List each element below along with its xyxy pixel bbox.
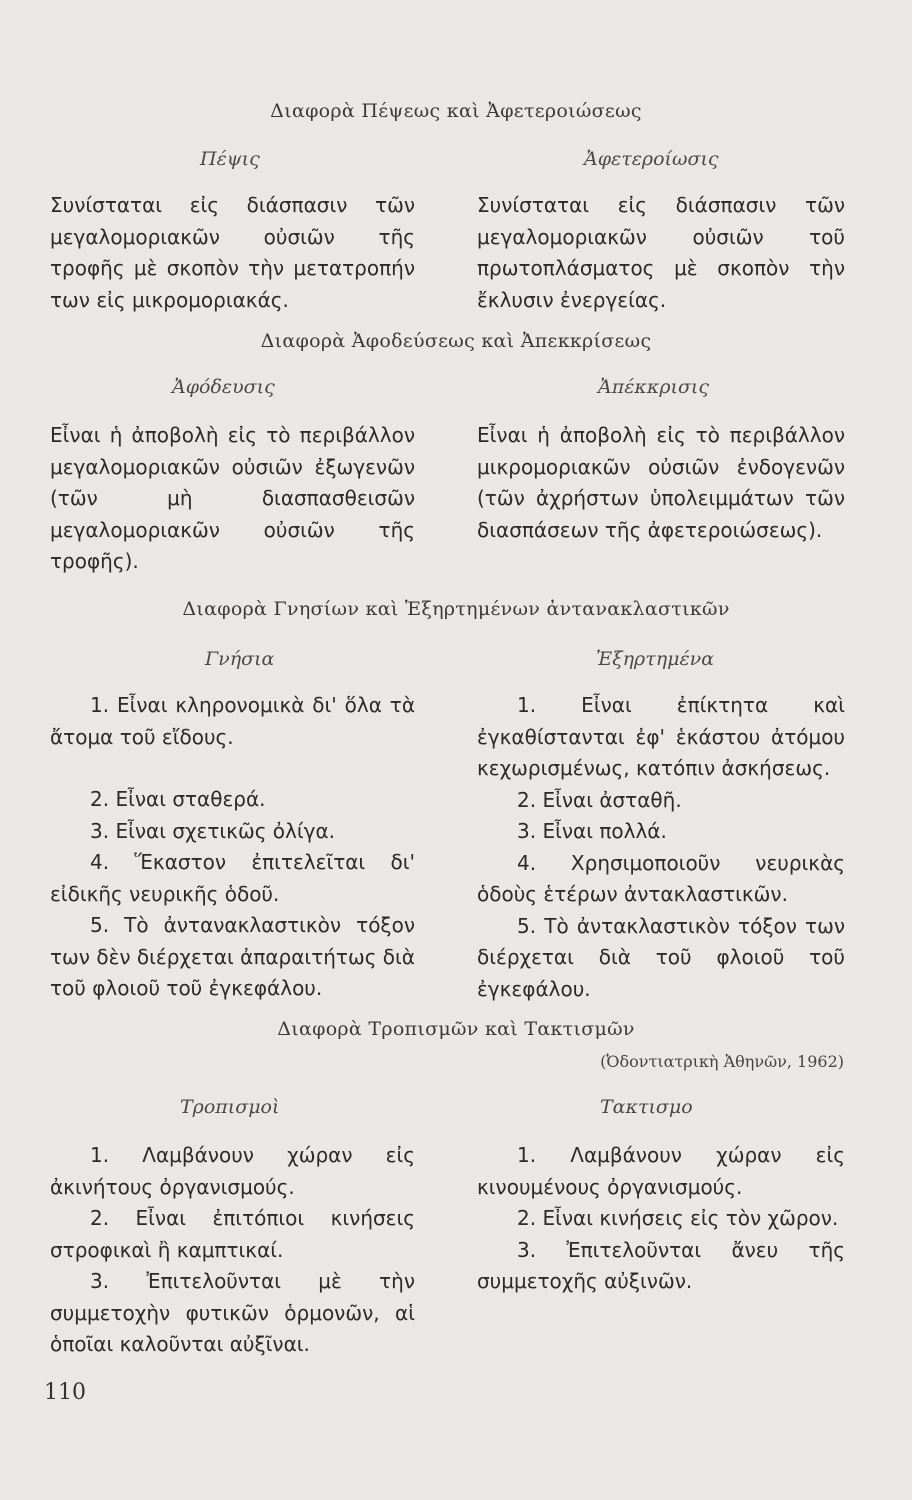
section1-right-title: Ἀφετεροίωσις <box>584 148 719 170</box>
list-item: 2. Εἶναι ἐπιτόπιοι κινήσεις στροφικαὶ ἢ καμπτικαί. <box>50 1206 415 1262</box>
section2-right-text: Εἶναι ἡ ἀποβολὴ εἰς τὸ περιβάλλον μικρομοριακῶν οὐσιῶν ἐνδογενῶν (τῶν ἀχρήστων ὑπολειμμάτων τῶν διασπάσεων τῆς ἀφετεροιώσεως). <box>477 423 845 542</box>
section1-left-title: Πέψις <box>200 148 260 170</box>
section3-heading: Διαφορὰ Γνησίων καὶ Ἐξηρτημένων ἀντανακλαστικῶν <box>182 598 730 620</box>
list-item: 1. Εἶναι κληρονομικὰ δι' ὅλα τὰ ἄτομα τοῦ εἴδους. <box>50 693 415 749</box>
section4-right-list <box>477 1140 845 1298</box>
list-item: 2. Εἶναι σταθερά. <box>90 787 266 811</box>
list-item: 3. Εἶναι πολλά. <box>517 819 667 843</box>
source-citation: (Ὀδοντιατρικὴ Ἀθηνῶν, 1962) <box>600 1052 844 1071</box>
list-item: 3. Ἐπιτελοῦνται μὲ τὴν συμμετοχὴν φυτικῶν ὁρμονῶν, αἱ ὁποῖαι καλοῦνται αὐξῖναι. <box>50 1269 415 1356</box>
list-item: 5. Τὸ ἀντακλαστικὸν τόξον των διέρχεται διὰ τοῦ φλοιοῦ τοῦ ἐγκεφάλου. <box>477 913 845 1001</box>
section3-right-title: Ἐξηρτημένα <box>596 648 715 670</box>
section3-right-list <box>477 690 845 1005</box>
section3-left-list <box>50 690 415 1005</box>
section4-right-title: Τακτισμο <box>600 1096 693 1118</box>
list-item: 1. Λαμβάνουν χώραν εἰς κινουμένους ὀργανισμούς. <box>477 1143 845 1199</box>
list-item: 2. Εἶναι ἀσταθῆ. <box>517 787 682 812</box>
section1-left-text: Συνίσταται εἰς διάσπασιν τῶν μεγαλομοριακῶν οὐσιῶν τῆς τροφῆς μὲ σκοπὸν τὴν μετατροπήν των εἰς μικρομοριακάς. <box>50 193 415 312</box>
list-item: 3. Ἐπιτελοῦνται ἄνευ τῆς συμμετοχῆς αὐξινῶν. <box>477 1237 845 1293</box>
list-item: 1. Λαμβάνουν χώραν εἰς ἀκινήτους ὀργανισμούς. <box>50 1143 415 1199</box>
page-number: 110 <box>44 1380 86 1405</box>
section2-left-title: Ἀφόδευσις <box>172 376 275 398</box>
section1-right-text: Συνίσταται εἰς διάσπασιν τῶν μεγαλομοριακῶν οὐσιῶν τοῦ πρωτοπλάσματος μὲ σκοπὸν τὴν ἔκλυσιν ἐνεργείας. <box>477 193 845 312</box>
section2-left-text: Εἶναι ἡ ἀποβολὴ εἰς τὸ περιβάλλον μεγαλομοριακῶν οὐσιῶν ἐξωγενῶν (τῶν μὴ διασπασθεισῶν μεγαλομοριακῶν οὐσιῶν τῆς τροφῆς). <box>50 423 415 573</box>
list-item: 4. Ἕκαστον ἐπιτελεῖται δι' εἰδικῆς νευρικῆς ὁδοῦ. <box>50 850 415 906</box>
section1-heading: Διαφορὰ Πέψεως καὶ Ἀφετεροιώσεως <box>270 100 642 122</box>
section4-left-list <box>50 1140 415 1361</box>
list-item: 3. Εἶναι σχετικῶς ὀλίγα. <box>90 818 336 843</box>
section4-left-title: Τροπισμοὶ <box>180 1096 280 1118</box>
section3-left-title: Γνήσια <box>205 648 275 670</box>
section2-heading: Διαφορὰ Ἀφοδεύσεως καὶ Ἀπεκκρίσεως <box>260 330 652 352</box>
section4-heading: Διαφορὰ Τροπισμῶν καὶ Τακτισμῶν <box>277 1018 635 1040</box>
list-item: 4. Χρησιμοποιοῦν νευρικὰς ὁδοὺς ἑτέρων ἀντακλαστικῶν. <box>477 850 845 906</box>
list-item: 2. Εἶναι κινήσεις εἰς τὸν χῶρον. <box>517 1206 839 1230</box>
list-item: 1. Εἶναι ἐπίκτητα καὶ ἐγκαθίστανται ἐφ' ἑκάστου ἀτόμου κεχωρισμένως, κατόπιν ἀσκήσεως. <box>477 693 845 780</box>
list-item: 5. Τὸ ἀντανακλαστικὸν τόξον των δὲν διέρχεται ἀπαραιτήτως διὰ τοῦ φλοιοῦ τοῦ ἐγκεφάλου. <box>50 913 415 1000</box>
section2-right-title: Ἀπέκκρισις <box>598 376 710 398</box>
